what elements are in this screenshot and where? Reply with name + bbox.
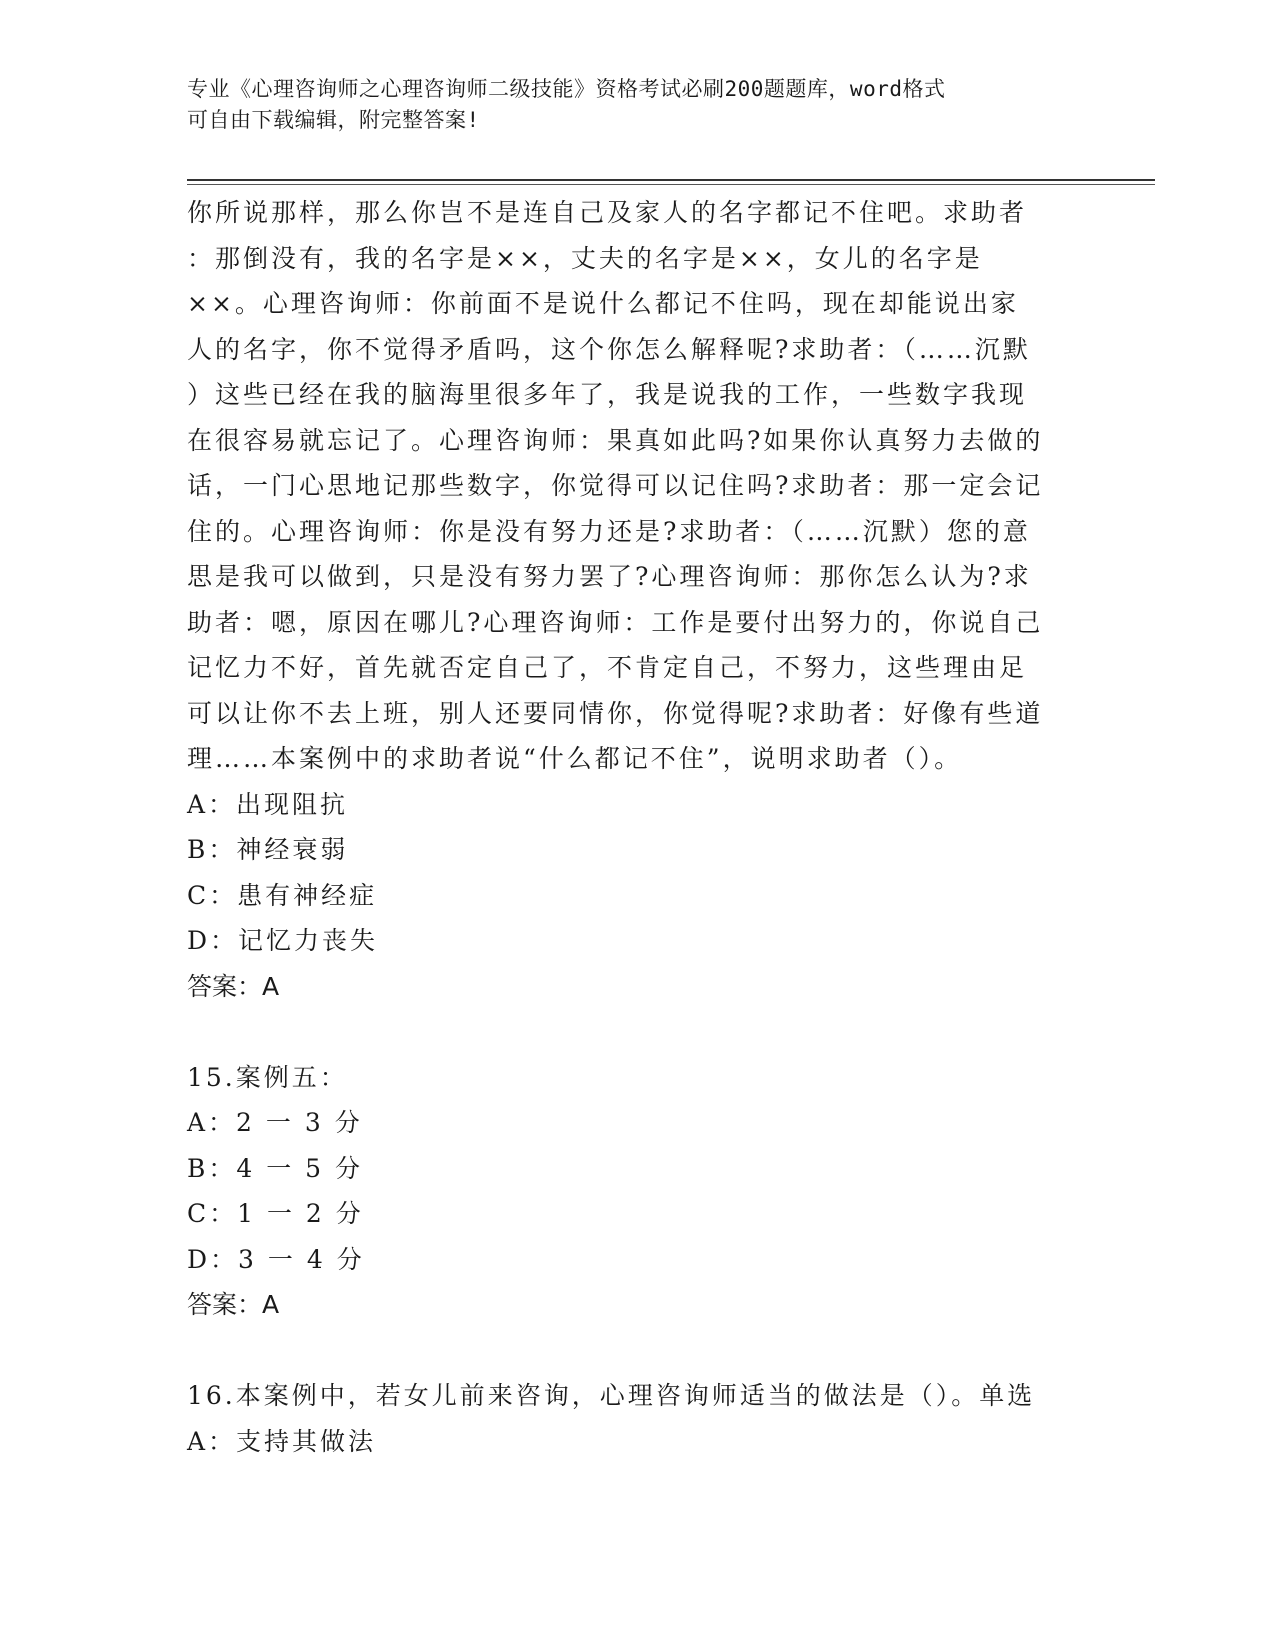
- question-16-title: 16.本案例中，若女儿前来咨询，心理咨询师适当的做法是（）。单选: [187, 1381, 1036, 1410]
- question-16: [187, 1373, 1077, 1464]
- header-line: 专业《心理咨询师之心理咨询师二级技能》资格考试必刷200题题库，word格式: [187, 77, 946, 101]
- passage-line: 助者：嗯，原因在哪儿?心理咨询师：工作是要付出努力的，你说自己: [187, 607, 1044, 637]
- document-body: [187, 190, 1077, 1464]
- question-14-passage: [187, 190, 1077, 782]
- spacer: [187, 1328, 1077, 1374]
- question-15-title: 15.案例五：: [187, 1062, 348, 1092]
- passage-line: 人的名字，你不觉得矛盾吗，这个你怎么解释呢?求助者：（……沉默: [187, 334, 1031, 364]
- header-divider-thick: [187, 179, 1155, 181]
- passage-line: 思是我可以做到，只是没有努力罢了?心理咨询师：那你怎么认为?求: [187, 562, 1032, 591]
- spacer: [187, 1009, 1077, 1055]
- question-15: [187, 1055, 1077, 1283]
- option-a: A：2 一 3 分: [187, 1108, 363, 1137]
- option-a: A：支持其做法: [187, 1426, 377, 1456]
- passage-line: 你所说那样，那么你岂不是连自己及家人的名字都记不住吧。求助者: [187, 198, 1028, 227]
- passage-line: 记忆力不好，首先就否定自己了，不肯定自己，不努力，这些理由足: [187, 653, 1028, 682]
- option-b: B：神经衰弱: [187, 835, 349, 864]
- passage-line: ××。心理咨询师：你前面不是说什么都记不住吗，现在却能说出家: [187, 289, 1019, 318]
- header-divider-thin: [187, 184, 1155, 185]
- question-14-answer: 答案：A: [187, 971, 280, 1001]
- passage-line: ）这些已经在我的脑海里很多年了，我是说我的工作，一些数字我现: [187, 380, 1028, 409]
- passage-line: 话，一门心思地记那些数字，你觉得可以记住吗?求助者：那一定会记: [187, 471, 1044, 500]
- question-14-options: [187, 782, 1077, 964]
- option-b: B：4 一 5 分: [187, 1153, 364, 1183]
- passage-line: 在很容易就忘记了。心理咨询师：果真如此吗?如果你认真努力去做的: [187, 425, 1044, 455]
- question-15-answer: 答案：A: [187, 1290, 280, 1319]
- option-d: D：记忆力丧失: [187, 926, 379, 955]
- passage-line: 住的。心理咨询师：你是没有努力还是?求助者：（……沉默）您的意: [187, 516, 1031, 546]
- document-header: [187, 74, 1067, 136]
- option-d: D：3 一 4 分: [187, 1244, 365, 1274]
- passage-line: 可以让你不去上班，别人还要同情你，你觉得呢?求助者：好像有些道: [187, 698, 1044, 728]
- option-c: C：1 一 2 分: [187, 1199, 364, 1228]
- option-c: C：患有神经症: [187, 880, 378, 910]
- passage-line: ：那倒没有，我的名字是××，丈夫的名字是××，女儿的名字是: [187, 243, 983, 273]
- passage-line: 理……本案例中的求助者说“什么都记不住”，说明求助者（）。: [187, 744, 963, 773]
- header-line: 可自由下载编辑，附完整答案!: [187, 108, 480, 132]
- option-a: A：出现阻抗: [187, 789, 349, 819]
